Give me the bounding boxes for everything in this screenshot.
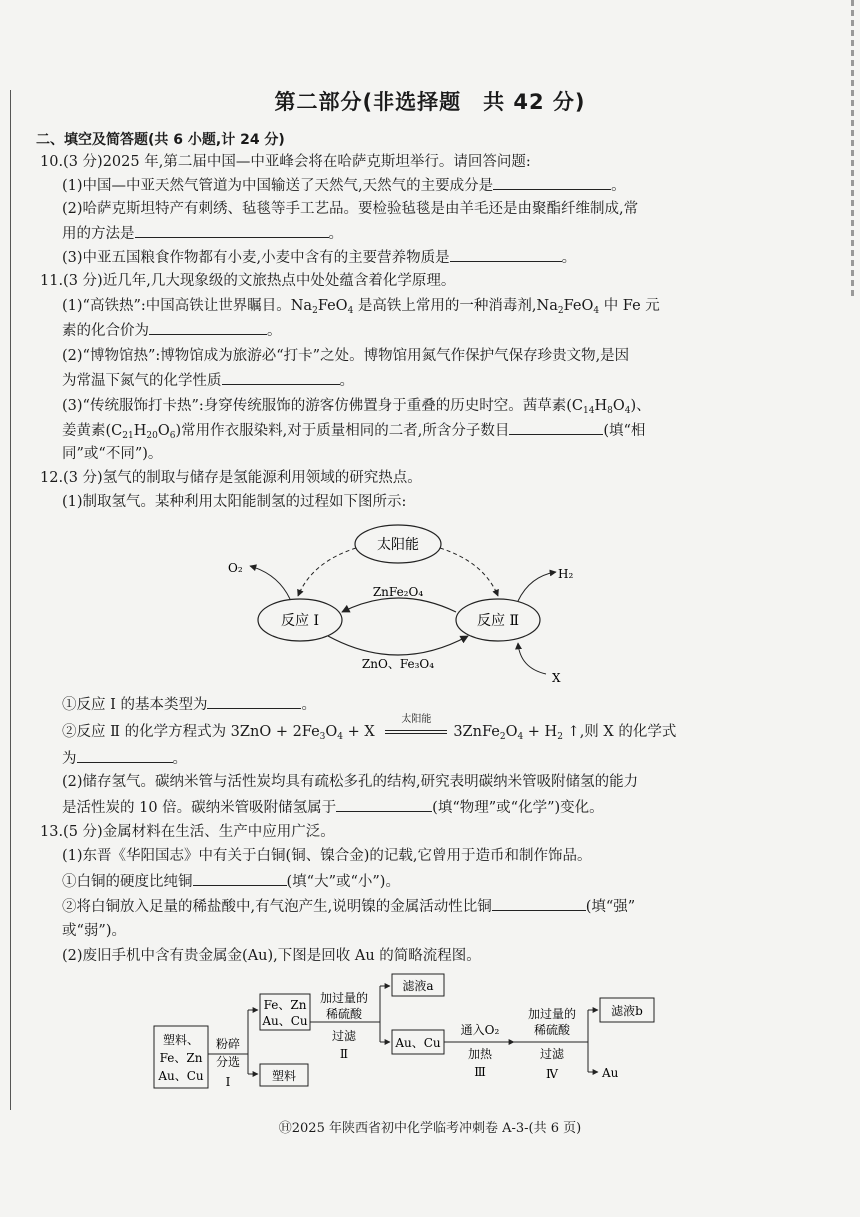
step1-l3: I [225,1075,231,1089]
znfe2o4-arrow [342,598,456,612]
answer-blank[interactable] [450,247,562,262]
filtrate-b-label: 滤液b [611,1004,643,1018]
answer-blank[interactable] [336,797,432,812]
reaction-condition: 太阳能 [383,722,449,742]
q13-sub1: ①白铜的硬度比纯铜 (填“大”或“小”)。 [62,871,400,892]
o2-label: O₂ [228,561,243,575]
sun-to-r1-arrow [298,548,356,596]
left-margin-rule [10,90,11,1110]
q12-sub2b: 为 。 [62,748,187,769]
reaction1-label: 反应 I [281,613,319,629]
mix-l1: Fe、Zn [263,998,307,1012]
q13-part1: (1)东晋《华阳国志》中有关于白铜(铜、镍合金)的记载,它曾用于造币和制作饰品。 [62,848,592,864]
acid2-l1: 加过量的 [527,1007,577,1021]
part-title: 第二部分(非选择题 共 42 分) [274,90,586,114]
q11-part3c: 同”或“不同”)。 [62,446,163,462]
q12-part2b: 是活性炭的 10 倍。碳纳米管吸附储氢属于 (填“物理”或“化学”)变化。 [62,797,604,818]
gold-recovery-flowchart [148,970,678,1094]
o2step-l3: Ⅲ [474,1065,486,1079]
x-label: X [552,671,561,685]
q11-part2b: 为常温下氮气的化学性质 。 [62,370,354,391]
answer-blank[interactable] [135,223,329,238]
q10-part3: (3)中亚五国粮食作物都有小麦,小麦中含有的主要营养物质是 。 [62,247,576,268]
reaction2-label: 反应 Ⅱ [477,613,519,629]
o2step-l1: 通入O₂ [460,1023,500,1037]
x-arrow [518,643,546,674]
q11-part3b: 姜黄素$(C_{21}H_{20}O_6)$常用作衣服染料,对于质量相同的二者,所含分子数目 (填“相 [62,420,645,441]
sun-to-r2-arrow [440,548,498,596]
answer-blank[interactable] [509,420,603,435]
top-arrow-label: ZnFe₂O₄ [372,585,424,599]
start-line2: Fe、Zn [159,1051,203,1065]
op4-l2: Ⅳ [546,1067,558,1081]
answer-blank[interactable] [207,694,301,709]
step1-l2: 分选 [215,1055,241,1069]
q11-part1a: (1)“高铁热”:中国高铁让世界瞩目。$Na_2FeO_4$ 是高铁上常用的一种消毒剂$,Na_2FeO_4$ 中 Fe 元 [62,298,660,316]
solar-hydrogen-diagram [220,522,600,690]
answer-blank[interactable] [149,320,267,335]
plastic-label: 塑料 [271,1069,297,1083]
answer-blank[interactable] [492,896,586,911]
q11-part3a: (3)“传统服饰打卡热”:身穿传统服饰的游客仿佛置身于重叠的历史时空。茜草素$(C_{14}H_8O_4)$、 [62,398,651,416]
page-footer: Ⓗ2025 年陕西省初中化学临考冲刺卷 A-3-(共 6 页) [278,1121,582,1136]
start-line3: Au、Cu [158,1069,204,1083]
op4-l1: 过滤 [539,1047,565,1061]
start-line1: 塑料、 [162,1033,200,1047]
acid1-l2: 稀硫酸 [325,1007,363,1021]
aucu-label: Au、Cu [395,1036,441,1050]
q10-part2a: (2)哈萨克斯坦特产有刺绣、毡毯等手工艺品。要检验毡毯是由羊毛还是由聚酯纤维制成,常 [62,201,639,217]
acid1-l1: 加过量的 [319,991,369,1005]
q10-stem: 10.(3 分)2025 年,第二届中国—中亚峰会将在哈萨克斯坦举行。请回答问题: [40,154,531,170]
answer-blank[interactable] [493,175,611,190]
q11-part1b: 素的化合价为 。 [62,320,282,341]
zno-fe3o4-arrow [328,636,468,655]
q11-part2a: (2)“博物馆热”:博物馆成为旅游必“打卡”之处。博物馆用氮气作保护气保存珍贵文物,是因 [62,348,630,364]
mix-l2: Au、Cu [262,1014,308,1028]
o2step-l2: 加热 [467,1047,493,1061]
q12-part1: (1)制取氢气。某种利用太阳能制氢的过程如下图所示: [62,494,407,510]
answer-blank[interactable] [193,871,287,886]
step1-l1: 粉碎 [215,1037,241,1051]
op2-l2: Ⅱ [339,1047,349,1061]
op2-l1: 过滤 [331,1029,357,1043]
h2-label: H₂ [558,567,574,581]
q13-sub2a: ②将白铜放入足量的稀盐酸中,有气泡产生,说明镍的金属活动性比铜 (填“强” [62,896,635,917]
q13-stem: 13.(5 分)金属材料在生活、生产中应用广泛。 [40,824,335,840]
h2-arrow [518,572,556,601]
bottom-arrow-label: ZnO、Fe₃O₄ [361,657,435,671]
answer-blank[interactable] [222,370,340,385]
filtrate-a-label: 滤液a [402,979,434,993]
q12-stem: 12.(3 分)氢气的制取与储存是氢能源利用领域的研究热点。 [40,470,422,486]
q12-sub2a: ②反应 Ⅱ 的化学方程式为 $3ZnO + 2Fe_3O_4 + X$ 太阳能 $3ZnFe_2O_4 + H_2$ ↑,则 X 的化学式 [62,714,677,742]
q10-part2b: 用的方法是 。 [62,223,343,244]
sun-label: 太阳能 [377,537,419,553]
au-label: Au [602,1066,619,1080]
q12-part2a: (2)储存氢气。碳纳米管与活性炭均具有疏松多孔的结构,研究表明碳纳米管吸附储氢的能力 [62,774,639,790]
q11-stem: 11.(3 分)近几年,几大现象级的文旅热点中处处蕴含着化学原理。 [40,273,456,289]
q13-sub2b: 或“弱”)。 [62,923,126,939]
right-margin-dots [851,0,854,300]
q10-part1: (1)中国—中亚天然气管道为中国输送了天然气,天然气的主要成分是 。 [62,175,626,196]
acid2-l2: 稀硫酸 [533,1023,571,1037]
answer-blank[interactable] [77,748,173,763]
section-heading: 二、填空及简答题(共 6 小题,计 24 分) [36,132,285,148]
q13-part2: (2)废旧手机中含有贵金属金(Au),下图是回收 Au 的简略流程图。 [62,948,481,964]
o2-arrow [250,566,290,599]
q12-sub1: ①反应 I 的基本类型为 。 [62,694,316,715]
